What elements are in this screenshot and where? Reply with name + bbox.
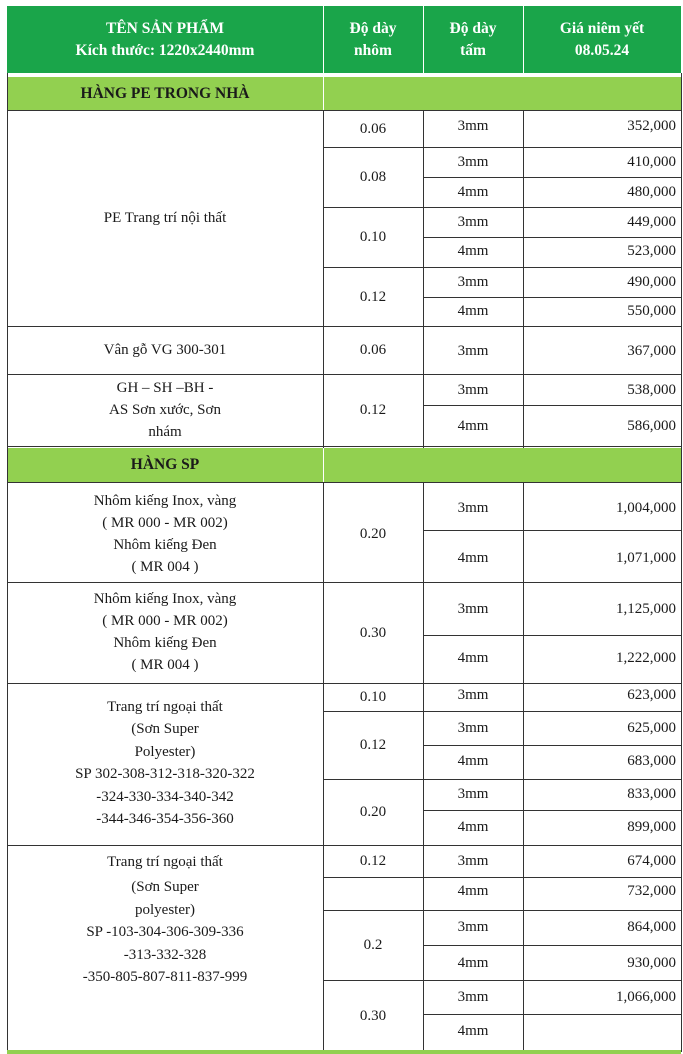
product-outdoor-1: Trang trí ngoại thất (Sơn Super Polyester) SP 302-308-312-318-320-322 -324-330-334-340-342 -344-346-354-356-360 [75, 698, 255, 827]
list-price: 899,000 [627, 819, 676, 835]
grid-line [323, 147, 423, 148]
list-price: 625,000 [627, 720, 676, 736]
list-price: 674,000 [627, 853, 676, 869]
panel-thickness: 4mm [457, 819, 489, 835]
panel-thickness: 3mm [457, 919, 489, 935]
grid-line [423, 147, 681, 148]
grid-line [423, 945, 681, 946]
list-price: 490,000 [627, 274, 676, 290]
grid-line [423, 745, 681, 746]
grid-line [323, 448, 324, 482]
list-price: 732,000 [627, 883, 676, 899]
panel-thickness: 4mm [457, 1023, 489, 1039]
section-pe-indoor: HÀNG PE TRONG NHÀ [7, 77, 323, 110]
list-price: 623,000 [627, 687, 676, 703]
list-price: 550,000 [627, 303, 676, 319]
header-product-title: TÊN SẢN PHẨM [106, 19, 224, 37]
list-price: 864,000 [627, 919, 676, 935]
panel-thickness: 3mm [457, 601, 489, 617]
list-price [523, 1019, 681, 1043]
alu-thickness: 0.20 [359, 525, 387, 542]
grid-line [423, 482, 424, 1052]
list-price: 586,000 [627, 418, 676, 434]
list-price: 1,066,000 [616, 989, 676, 1005]
grid-line [423, 530, 681, 531]
list-price: 833,000 [627, 786, 676, 802]
product-wood-grain: Vân gỗ VG 300-301 [103, 342, 227, 358]
list-price: 523,000 [627, 243, 676, 259]
list-price: 480,000 [627, 184, 676, 200]
alu-thickness: 0.12 [359, 737, 387, 753]
header-aluminium-thickness: Độ dày nhôm [323, 6, 423, 73]
alu-thickness: 0.20 [359, 804, 387, 820]
panel-thickness: 3mm [457, 343, 489, 359]
list-price: 352,000 [627, 118, 676, 134]
grid-line [7, 582, 681, 583]
grid-line [7, 446, 681, 447]
alu-thickness: 0.08 [359, 169, 387, 185]
list-price: 683,000 [627, 753, 676, 769]
list-price: 410,000 [627, 154, 676, 170]
alu-thickness: 0.10 [359, 689, 387, 705]
grid-line [7, 110, 681, 111]
grid-line [323, 6, 324, 73]
grid-line [423, 877, 681, 878]
product-gh-sh: GH – SH –BH - AS Sơn xước, Sơn nhám [109, 380, 221, 440]
header-list-price: Giá niêm yết 08.05.24 [523, 6, 681, 73]
grid-line [423, 1014, 681, 1015]
grid-line [681, 73, 682, 1052]
grid-line [7, 73, 8, 1052]
grid-line [523, 6, 524, 73]
panel-thickness: 4mm [457, 418, 489, 434]
grid-line [423, 779, 681, 780]
alu-thickness: 0.06 [359, 120, 387, 137]
panel-thickness: 3mm [457, 154, 489, 170]
grid-line [323, 910, 423, 911]
grid-line [523, 110, 524, 448]
panel-thickness: 3mm [457, 118, 489, 134]
grid-line [423, 207, 681, 208]
section-sp: HÀNG SP [7, 448, 323, 482]
grid-line [423, 910, 681, 911]
grid-line [523, 482, 524, 1052]
grid-line [423, 267, 681, 268]
grid-line [423, 810, 681, 811]
list-price: 930,000 [627, 955, 676, 971]
product-outdoor-2-detail: (Sơn Super polyester) SP -103-304-306-309-336 -313-332-328 -350-805-807-811-837-999 [82, 879, 248, 985]
grid-line [323, 207, 423, 208]
grid-line [7, 845, 681, 846]
alu-thickness: 0.10 [359, 229, 387, 245]
header-product-cell [7, 6, 323, 73]
panel-thickness: 3mm [457, 786, 489, 802]
grid-line [323, 877, 423, 878]
alu-thickness: 0.12 [359, 853, 387, 869]
alu-thickness: 0.12 [359, 402, 387, 418]
panel-thickness: 3mm [457, 720, 489, 736]
panel-thickness: 4mm [457, 184, 489, 200]
grid-line [7, 683, 681, 684]
grid-line [423, 405, 681, 406]
list-price: 1,071,000 [616, 550, 676, 566]
grid-line [423, 711, 681, 712]
panel-thickness: 3mm [457, 500, 489, 516]
panel-thickness: 3mm [457, 382, 489, 398]
alu-thickness: 0.2 [363, 937, 383, 953]
section-pe-indoor-fill [323, 77, 681, 110]
alu-thickness: 0.30 [359, 624, 387, 641]
product-mirror-1: Nhôm kiếng Inox, vàng ( MR 000 - MR 002) Nhôm kiếng Đen ( MR 004 ) [93, 492, 237, 575]
list-price: 538,000 [627, 382, 676, 398]
product-mirror-2: Nhôm kiếng Inox, vàng ( MR 000 - MR 002) Nhôm kiếng Đen ( MR 004 ) [93, 590, 237, 673]
panel-thickness: 3mm [457, 687, 489, 703]
grid-line [423, 635, 681, 636]
list-price: 367,000 [627, 343, 676, 359]
panel-thickness: 4mm [457, 550, 489, 566]
panel-thickness: 4mm [457, 303, 489, 319]
product-pe-decor: PE Trang trí nội thất [103, 210, 227, 226]
grid-line [323, 779, 423, 780]
panel-thickness: 4mm [457, 243, 489, 259]
alu-thickness: 0.06 [359, 342, 387, 358]
grid-line [423, 297, 681, 298]
grid-line [423, 110, 424, 448]
grid-line [7, 482, 681, 483]
list-price: 1,004,000 [616, 500, 676, 516]
header-panel-thickness: Độ dày tấm [423, 6, 523, 73]
grid-line [323, 711, 423, 712]
list-price: 1,125,000 [616, 601, 676, 617]
section-sp-fill [323, 448, 681, 482]
panel-thickness: 3mm [457, 853, 489, 869]
panel-thickness: 3mm [457, 274, 489, 290]
panel-thickness: 3mm [457, 214, 489, 230]
bottom-band [7, 1050, 681, 1054]
alu-thickness: 0.12 [359, 288, 387, 305]
grid-line [423, 980, 681, 981]
panel-thickness: 4mm [457, 955, 489, 971]
alu-thickness: 0.30 [359, 1008, 387, 1024]
list-price: 449,000 [627, 214, 676, 230]
grid-line [423, 6, 424, 73]
grid-line [323, 110, 324, 448]
grid-line [7, 326, 681, 327]
product-outdoor-2-title: Trang trí ngoại thất [107, 854, 223, 870]
panel-thickness: 4mm [457, 883, 489, 899]
grid-line [7, 374, 681, 375]
grid-line [423, 237, 681, 238]
header-product-size: Kích thước: 1220x2440mm [75, 41, 255, 59]
grid-line [423, 177, 681, 178]
grid-line [323, 77, 324, 110]
list-price: 1,222,000 [616, 650, 676, 666]
grid-line [323, 267, 423, 268]
grid-line [323, 482, 324, 1052]
grid-line [323, 980, 423, 981]
panel-thickness: 3mm [457, 989, 489, 1005]
panel-thickness: 4mm [457, 650, 489, 666]
panel-thickness: 4mm [457, 753, 489, 769]
